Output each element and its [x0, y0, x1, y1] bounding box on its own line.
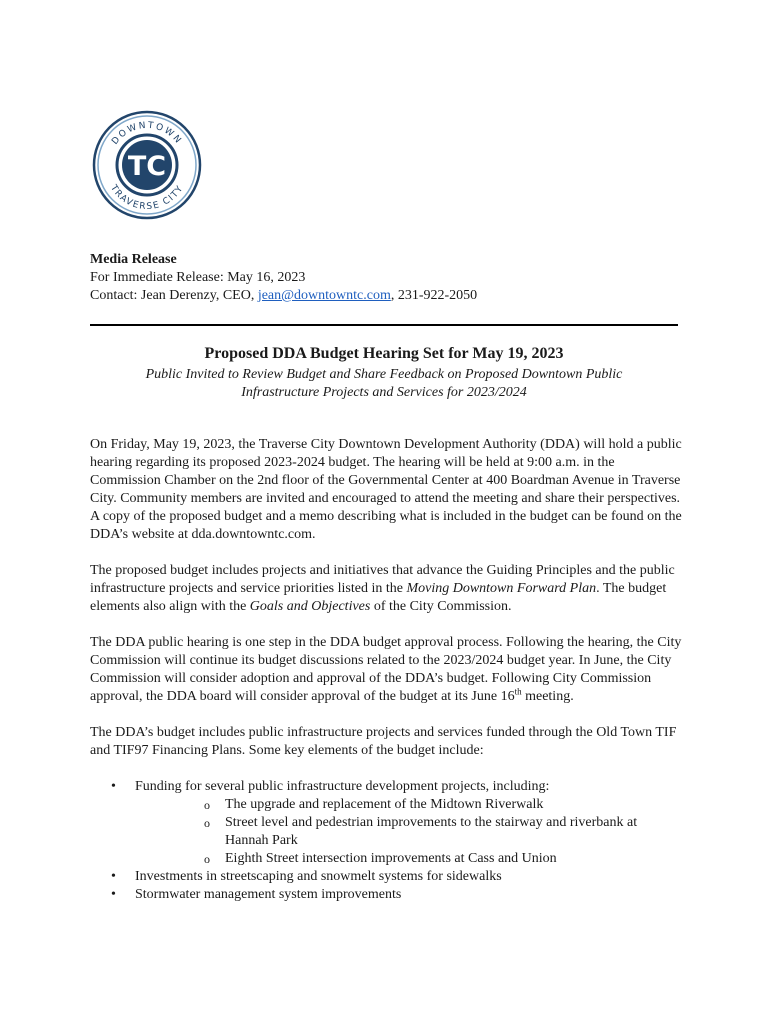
list-item: • Investments in streetscaping and snowmelt systems for sidewalks — [90, 868, 682, 886]
list-item: • Funding for several public infrastructure development projects, including: o The upgrade and replacement of the Midtown Riverwalk o Street level and pedestrian improvements to the stairway and riverbank at Hannah Park o Eighth Street intersection improvements at Cass and Union — [90, 778, 682, 868]
contact-prefix: Contact: Jean Derenzy, CEO, — [90, 288, 258, 303]
paragraph-approval-process: The DDA public hearing is one step in the DDA budget approval process. Following the hearing, the City Commission will continue its budget discussions related to the 2023/2024 budget year. In June, the City Commission will consider adoption and approval of the DDA’s budget. Following City Commission approval, the DDA board will consider approval of the budget at its June 16th meeting. — [90, 635, 682, 704]
logo-ring-bottom: TRAVERSE CITY — [108, 183, 186, 213]
media-release-label: Media Release — [90, 252, 177, 267]
paragraph-budget-priorities: The proposed budget includes projects and initiatives that advance the Guiding Principles and the public infrastructure projects and service priorities listed in the Moving Downtown Forward Plan. The budget elements also align with the Goals and Objectives of the City Commission. — [90, 563, 675, 614]
logo-ring-top: DOWNTOWN — [110, 120, 184, 147]
document-subtitle: Public Invited to Review Budget and Share Feedback on Proposed Downtown Public Infrastructure Projects and Services for 2023/2024 — [145, 367, 623, 400]
list-item: o The upgrade and replacement of the Midtown Riverwalk — [135, 796, 682, 814]
document-title: Proposed DDA Budget Hearing Set for May 19, 2023 — [204, 345, 564, 362]
downtown-traverse-city-logo — [92, 110, 202, 220]
release-date: For Immediate Release: May 16, 2023 — [90, 270, 306, 285]
infrastructure-projects-sublist — [135, 796, 682, 868]
release-header — [90, 251, 477, 305]
paragraph-key-elements: The DDA’s budget includes public infrastructure projects and services funded through the Old Town TIF and TIF97 Financing Plans. Some key elements of the budget include: — [90, 725, 677, 758]
header-divider — [90, 324, 678, 326]
list-item: o Eighth Street intersection improvements at Cass and Union — [135, 850, 682, 868]
contact-phone: , 231-922-2050 — [390, 288, 478, 303]
contact-email-link[interactable]: jean@downtowntc.com — [257, 288, 391, 303]
list-item: o Street level and pedestrian improvements to the stairway and riverbank at Hannah Park — [135, 814, 682, 850]
list-item: • Stormwater management system improvements — [90, 886, 682, 904]
paragraph-hearing-details: On Friday, May 19, 2023, the Traverse City Downtown Development Authority (DDA) will hold a public hearing regarding its proposed 2023-2024 budget. The hearing will be held at 9:00 a.m. in the Commission Chamber on the 2nd floor of the Governmental Center at 400 Boardman Avenue in Traverse City. Community members are invited and encouraged to attend the meeting and share their perspectives. A copy of the proposed budget and a memo describing what is included in the budget can be found on the DDA’s website at dda.downtowntc.com. — [90, 437, 682, 542]
budget-elements-list — [90, 778, 682, 904]
contact-line — [90, 287, 477, 305]
logo-initials: TC — [127, 151, 167, 182]
document-body — [90, 436, 682, 904]
